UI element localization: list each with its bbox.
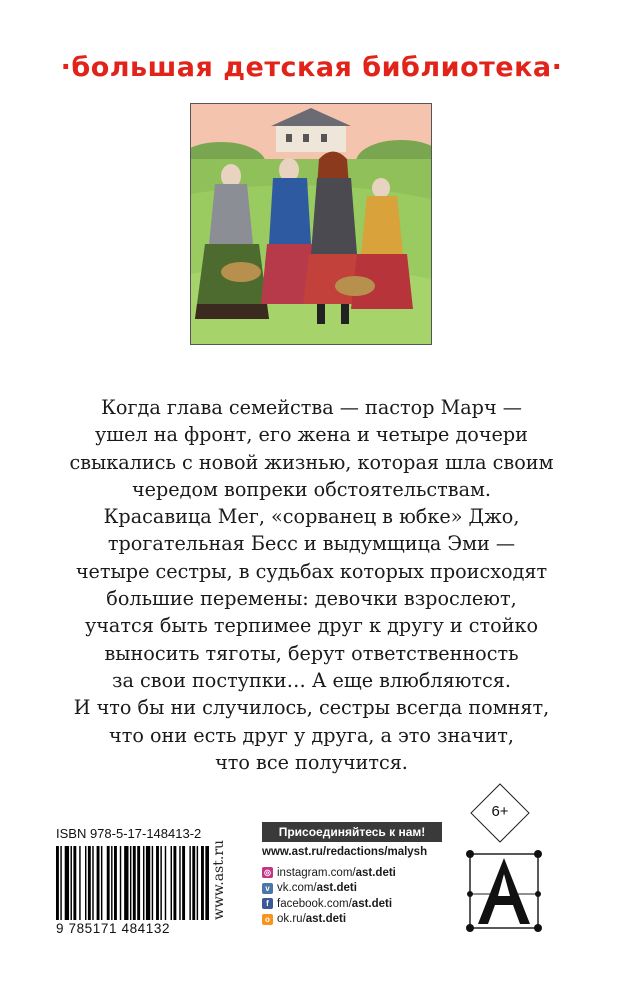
instagram-handle: ast.deti	[355, 866, 396, 879]
blurb-line: ушел на фронт, его жена и четыре дочери	[95, 423, 528, 447]
ok-prefix: ok.ru/	[277, 913, 306, 926]
blurb-line: что они есть друг у друга, а это значит,	[109, 723, 514, 747]
facebook-icon: f	[262, 898, 273, 909]
blurb-line: чередом вопреки обстоятельствам.	[131, 477, 492, 501]
blurb-line: что все получится.	[215, 750, 408, 774]
blurb-line: И что бы ни случилось, сестры всегда помнят,	[73, 696, 550, 720]
website-vertical-text: www.ast.ru	[211, 839, 227, 921]
age-rating: 6+	[491, 803, 509, 820]
website-vertical	[209, 830, 229, 930]
join-us-banner: Присоединяйтесь к нам!	[262, 822, 442, 842]
blurb-line: учатся быть терпимее друг к другу и стойко	[84, 614, 539, 638]
blurb-line: свыкались с новой жизнью, которая шла своим	[69, 450, 554, 474]
facebook-handle: ast.deti	[351, 897, 393, 910]
facebook-prefix: facebook.com/	[277, 897, 352, 910]
instagram-prefix: instagram.com/	[277, 866, 356, 879]
isbn-number: ISBN 978-5-17-148413-2	[56, 826, 202, 841]
blurb-line: за свои поступки… А еще влюбляются.	[112, 668, 511, 692]
blurb-line: выносить тяготы, берут ответственность	[104, 641, 519, 665]
ok-link[interactable]	[262, 912, 462, 928]
blurb-line: Красавица Мег, «сорванец в юбке» Джо,	[103, 505, 520, 529]
vk-link[interactable]	[262, 881, 462, 897]
vk-prefix: vk.com/	[277, 882, 317, 895]
cover-illustration	[190, 103, 432, 345]
publisher-logo-icon	[466, 850, 542, 932]
book-blurb	[40, 394, 583, 776]
blurb-line: большие перемены: девочки взрослеют,	[106, 587, 517, 611]
blurb-line: трогательная Бесс и выдумщица Эми —	[107, 532, 516, 556]
series-dot-right: ·	[551, 52, 563, 83]
instagram-link[interactable]	[262, 865, 462, 881]
series-title	[0, 52, 623, 83]
vk-handle: ast.deti	[316, 882, 357, 895]
blurb-line: четыре сестры, в судьбах которых происходят	[75, 559, 548, 583]
social-links	[262, 846, 462, 927]
instagram-icon: ◎	[262, 867, 273, 878]
ok-handle: ast.deti	[305, 913, 347, 926]
series-dot-left: ·	[60, 52, 72, 83]
series-title-text: большая детская библиотека	[71, 52, 552, 83]
barcode	[56, 846, 209, 920]
website-link[interactable]: www.ast.ru/redactions/malysh	[262, 846, 428, 858]
facebook-link[interactable]	[262, 896, 462, 912]
odnoklassniki-icon: o	[262, 914, 273, 925]
vk-icon: v	[262, 883, 273, 894]
barcode-digits: 9 785171 484132	[56, 921, 171, 936]
blurb-line: Когда глава семейства — пастор Марч —	[101, 396, 522, 419]
